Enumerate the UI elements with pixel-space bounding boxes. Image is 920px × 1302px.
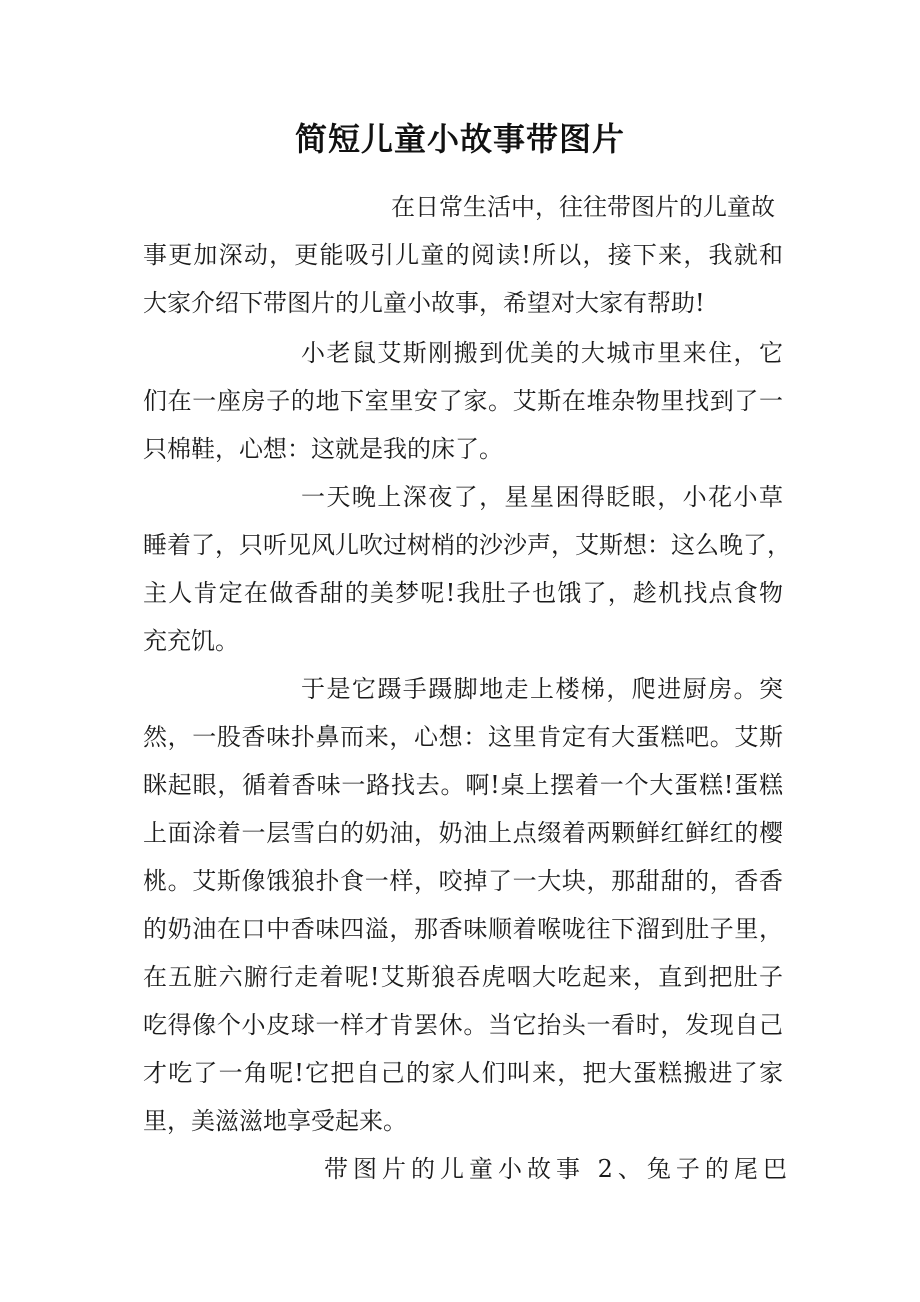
paragraph-2-line-3: 只棉鞋，心想：这就是我的床了。 (143, 435, 503, 463)
section-heading: 带图片的儿童小故事 2、兔子的尾巴 (324, 1155, 792, 1183)
paragraph-1-line-2: 事更加深动，更能吸引儿童的阅读!所以，接下来，我就和 (143, 241, 783, 269)
paragraph-3-line-2: 睡着了，只听见风儿吹过树梢的沙沙声，艾斯想：这么晚了， (143, 531, 791, 559)
paragraph-4-line-3: 眯起眼，循着香味一路找去。啊!桌上摆着一个大蛋糕!蛋糕 (143, 771, 783, 799)
paragraph-3-line-3: 主人肯定在做香甜的美梦呢!我肚子也饿了，趁机找点食物 (143, 579, 783, 607)
paragraph-2-line-1: 小老鼠艾斯刚搬到优美的大城市里来住，它 (301, 339, 783, 367)
paragraph-4-line-10: 里，美滋滋地享受起来。 (143, 1107, 407, 1135)
paragraph-4-line-9: 才吃了一角呢!它把自己的家人们叫来，把大蛋糕搬进了家 (143, 1059, 783, 1087)
paragraph-4-line-6: 的奶油在口中香味四溢，那香味顺着喉咙往下溜到肚子里， (143, 915, 783, 943)
paragraph-2-line-2: 们在一座房子的地下室里安了家。艾斯在堆杂物里找到了一 (143, 387, 783, 415)
paragraph-4-line-5: 桃。艾斯像饿狼扑食一样，咬掉了一大块，那甜甜的，香香 (143, 867, 783, 895)
paragraph-1-line-3: 大家介绍下带图片的儿童小故事，希望对大家有帮助! (143, 289, 705, 317)
paragraph-4-line-2: 然，一股香味扑鼻而来，心想：这里肯定有大蛋糕吧。艾斯 (143, 723, 783, 751)
paragraph-3-line-4: 充充饥。 (143, 627, 239, 655)
paragraph-4-line-7: 在五脏六腑行走着呢!艾斯狼吞虎咽大吃起来，直到把肚子 (143, 963, 783, 991)
document-title: 简短儿童小故事带图片 (294, 120, 625, 158)
paragraph-4-line-4: 上面涂着一层雪白的奶油，奶油上点缀着两颗鲜红鲜红的樱 (143, 819, 783, 847)
paragraph-4-line-1: 于是它蹑手蹑脚地走上楼梯，爬进厨房。突 (301, 675, 783, 703)
paragraph-3-line-1: 一天晚上深夜了，星星困得眨眼，小花小草 (301, 483, 783, 511)
paragraph-1-line-1: 在日常生活中，往往带图片的儿童故 (391, 193, 775, 221)
paragraph-4-line-8: 吃得像个小皮球一样才肯罢休。当它抬头一看时，发现自己 (143, 1011, 783, 1039)
